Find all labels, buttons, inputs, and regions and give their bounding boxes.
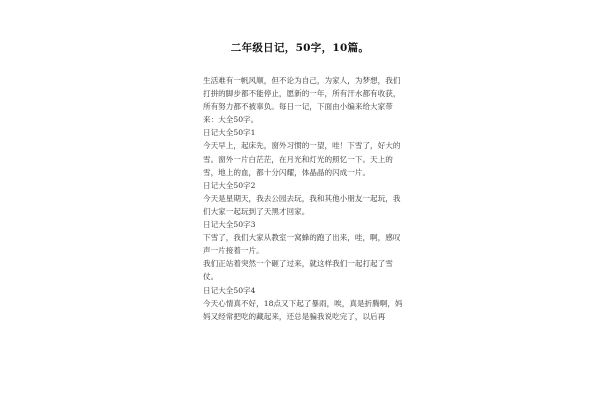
body-paragraph: 今天是星期天，我去公园去玩，我和其他小朋友一起玩，我们大家一起玩到了天黑才回家。 xyxy=(203,193,401,216)
body-paragraph: 今天早上，起床先，窗外习惯的一望，哇！下雪了，好大的雪。窗外一片白茫茫，在月光和灯光的照忆一下。天上的雪，地上的血，都十分闪耀，体晶晶的闪成一片。 xyxy=(203,141,401,177)
section-heading: 日记大全50字4 xyxy=(203,285,256,295)
body-paragraph: 我们正站着突然一个砸了过来，就这样我们一起打起了雪仗。 xyxy=(203,259,393,282)
section-heading: 日记大全50字1 xyxy=(203,128,256,138)
body-paragraph: 今天心情真不好，18点又下起了暴雨，唉，真是折腾啊，妈妈又经常把吃的藏起来，还总是骗我说吃完了，以后再 xyxy=(203,298,403,321)
section-heading: 日记大全50字2 xyxy=(203,180,256,190)
intro-paragraph: 生活难有一帆风顺，但不论为自己，为家人，为梦想，我们打拼的脚步都不能停止，愿新的一年，所有汗水都有收获，所有努力都不被辜负。每日一记，下面由小编来给大家带来：大全50字。 xyxy=(203,76,401,125)
document-body xyxy=(203,74,403,323)
section-heading: 日记大全50字3 xyxy=(203,220,256,230)
document-title: 二年级日记，50字，10篇。 xyxy=(230,42,370,54)
body-paragraph: 下雪了，我们大家从教室一窝蜂的跑了出来，哇，啊，感叹声一片接着一片。 xyxy=(203,233,401,256)
